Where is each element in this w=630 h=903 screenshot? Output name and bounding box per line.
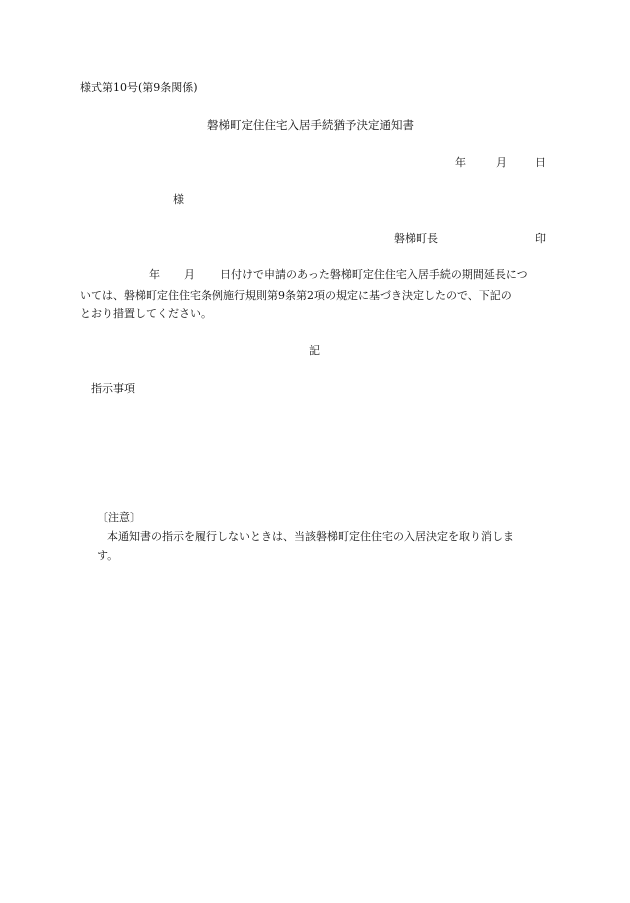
note-line-1: 本通知書の指示を履行しないときは、当該磐梯町定住住宅の入居決定を取り消しま [107,530,514,543]
body-year-label: 年 [149,268,160,281]
sender-name: 磐梯町長 [394,232,438,245]
note-line-2: す。 [97,549,119,562]
body-month-label: 月 [184,268,195,281]
form-number: 様式第10号(第9条関係) [80,81,198,94]
note-heading: 〔注意〕 [97,511,141,524]
ki-heading: 記 [309,344,320,357]
addressee-honorific: 様 [173,193,184,206]
date-year-label: 年 [455,156,466,169]
body-line-3: とおり措置してください。 [80,307,212,320]
instruction-heading: 指示事項 [91,382,135,395]
document-title: 磐梯町定住住宅入居手続猶予決定通知書 [207,118,414,132]
body-line-1: 日付けで申請のあった磐梯町定住住宅入居手続の期間延長につ [220,268,528,281]
date-month-label: 月 [496,156,507,169]
date-day-label: 日 [535,156,546,169]
body-line-2: いては、磐梯町定住住宅条例施行規則第9条第2項の規定に基づき決定したので、下記の [80,289,512,302]
seal-mark: 印 [535,232,546,245]
